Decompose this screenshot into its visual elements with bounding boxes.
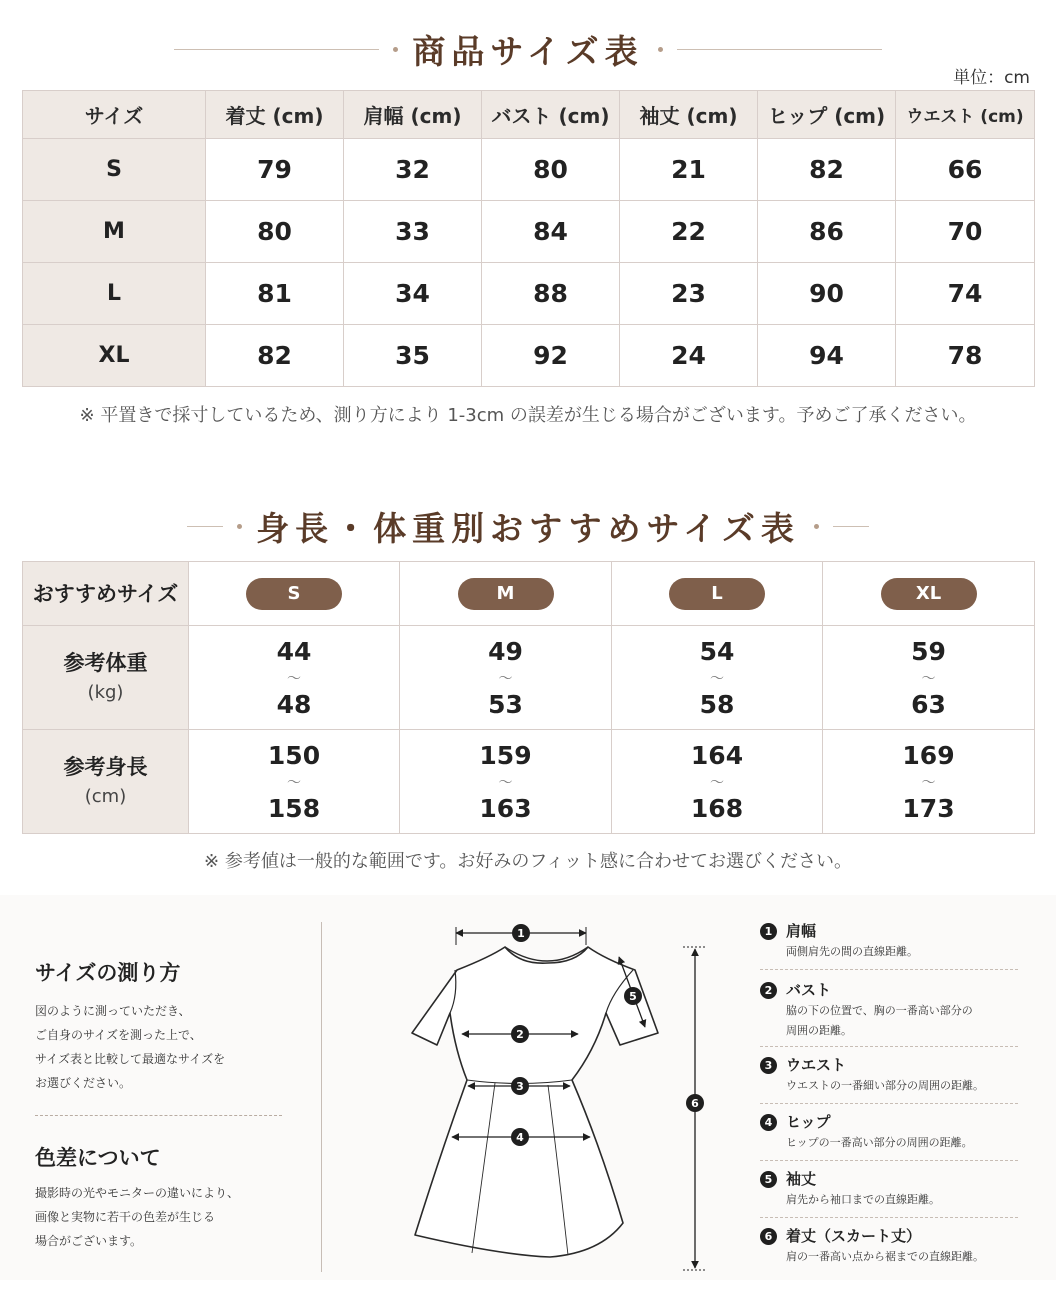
- tilde: ～: [710, 670, 724, 687]
- tilde: ～: [921, 774, 936, 791]
- table-cell: 92: [482, 325, 620, 387]
- marker-2-label: 2: [516, 1028, 524, 1041]
- measure-item-bust: [760, 970, 1018, 1047]
- measure-item-sleeve: [760, 1161, 1018, 1218]
- item-number: 1: [760, 923, 777, 940]
- row-size-label: S: [23, 139, 206, 201]
- weight-range-cell: [400, 626, 612, 730]
- size-chart-title-block: [0, 26, 1056, 73]
- measure-item-length: [760, 1218, 1018, 1275]
- tilde: ～: [287, 774, 301, 791]
- range-max: 173: [902, 793, 955, 823]
- size-table: [22, 90, 1035, 387]
- marker-3-label: 3: [516, 1080, 524, 1093]
- color-difference-text: [35, 1181, 285, 1253]
- recommend-size-label: おすすめサイズ: [23, 562, 189, 626]
- tilde: ～: [921, 670, 936, 687]
- table-cell: 34: [344, 263, 482, 325]
- height-range-cell: [612, 730, 823, 834]
- marker-4-label: 4: [516, 1131, 524, 1144]
- height-range-cell: [189, 730, 400, 834]
- title-rule-right: [833, 526, 869, 527]
- item-desc: ウエストの一番細い部分の周囲の距離。: [786, 1079, 984, 1092]
- tilde: ～: [498, 774, 513, 791]
- measure-guide-section: [0, 895, 1056, 1280]
- title-rule-left: [187, 526, 223, 527]
- table-cell: 32: [344, 139, 482, 201]
- table-cell: 35: [344, 325, 482, 387]
- range-max: 158: [267, 793, 321, 823]
- size-cell-xl: [823, 562, 1035, 626]
- range-min: 44: [276, 636, 312, 666]
- recommend-title: 身長・体重別おすすめサイズ表: [256, 509, 800, 548]
- item-label: 袖丈: [786, 1170, 817, 1188]
- recommend-title-block: [0, 503, 1056, 550]
- item-desc: 肩の一番高い点から裾までの直線距離。: [786, 1250, 984, 1263]
- dress-outline: [412, 947, 658, 1257]
- tilde: ～: [498, 670, 513, 687]
- marker-1-label: 1: [517, 927, 525, 940]
- header-bust: バスト (cm): [482, 91, 620, 139]
- table-cell: 23: [620, 263, 758, 325]
- marker-6-label: 6: [691, 1097, 699, 1110]
- weight-row: [23, 626, 1035, 730]
- table-cell: 81: [206, 263, 344, 325]
- size-cell-s: [189, 562, 400, 626]
- size-cell-m: [400, 562, 612, 626]
- recommend-header-row: [23, 562, 1035, 626]
- text-line: お選びください。: [35, 1076, 132, 1090]
- text-line: 場合がございます。: [35, 1234, 143, 1248]
- item-label: 着丈（スカート丈）: [786, 1227, 922, 1245]
- table-cell: 80: [206, 201, 344, 263]
- tilde: ～: [710, 774, 724, 791]
- item-number: 3: [760, 1057, 777, 1074]
- measure-item-hip: [760, 1104, 1018, 1161]
- table-cell: 82: [206, 325, 344, 387]
- item-label: ヒップ: [786, 1113, 831, 1131]
- measure-item-shoulder: [760, 920, 1018, 970]
- title-dot-left: [237, 524, 242, 529]
- height-label: 参考身長: [63, 754, 148, 779]
- range-min: 169: [902, 740, 955, 770]
- range-min: 164: [690, 740, 744, 770]
- recommend-table: [22, 561, 1035, 834]
- color-difference-title: 色差について: [35, 1146, 161, 1170]
- height-row: [23, 730, 1035, 834]
- item-label: ウエスト: [786, 1056, 847, 1074]
- header-sleeve: 袖丈 (cm): [620, 91, 758, 139]
- range-max: 48: [276, 689, 312, 719]
- range-max: 163: [479, 793, 532, 823]
- table-cell: 90: [758, 263, 896, 325]
- table-cell: 66: [896, 139, 1035, 201]
- text-line: 画像と実物に若干の色差が生じる: [35, 1210, 216, 1224]
- table-cell: 70: [896, 201, 1035, 263]
- title-rule-right: [677, 49, 882, 50]
- item-desc: 周囲の距離。: [786, 1024, 852, 1037]
- measure-item-waist: [760, 1047, 1018, 1104]
- divider: [35, 1115, 282, 1116]
- title-dot-right: [814, 524, 819, 529]
- item-label: バスト: [786, 981, 832, 999]
- row-size-label: L: [23, 263, 206, 325]
- item-number: 2: [760, 982, 777, 999]
- measurement-error-note: ※ 平置きで採寸しているため、測り方により 1-3cm の誤差が生じる場合がございます。予めご了承ください。: [79, 405, 977, 426]
- weight-row-head: [23, 626, 189, 730]
- unit-note: 単位：cm: [953, 68, 1030, 88]
- table-cell: 78: [896, 325, 1035, 387]
- header-length: 着丈 (cm): [206, 91, 344, 139]
- range-min: 54: [699, 636, 735, 666]
- weight-range-cell: [823, 626, 1035, 730]
- size-pill: XL: [881, 578, 977, 610]
- size-chart-title: 商品サイズ表: [412, 32, 644, 71]
- table-cell: 84: [482, 201, 620, 263]
- title-rule-left: [174, 49, 379, 50]
- weight-range-cell: [189, 626, 400, 730]
- row-size-label: M: [23, 201, 206, 263]
- tilde: ～: [287, 670, 301, 687]
- range-max: 63: [911, 689, 946, 719]
- size-pill: M: [458, 578, 554, 610]
- range-max: 58: [699, 689, 735, 719]
- text-line: ご自身のサイズを測った上で、: [35, 1028, 202, 1042]
- text-line: 撮影時の光やモニターの違いにより、: [35, 1186, 240, 1200]
- weight-range-cell: [612, 626, 823, 730]
- size-pill: S: [246, 578, 342, 610]
- text-line: サイズ表と比較して最適なサイズを: [35, 1052, 226, 1066]
- range-max: 53: [488, 689, 523, 719]
- vertical-divider: [321, 922, 322, 1272]
- height-unit: (cm): [84, 785, 127, 807]
- item-label: 肩幅: [786, 922, 817, 940]
- table-cell: 86: [758, 201, 896, 263]
- measurement-list: [760, 920, 1018, 1275]
- table-cell: 94: [758, 325, 896, 387]
- height-range-cell: [823, 730, 1035, 834]
- how-to-measure-text: [35, 999, 285, 1095]
- dress-diagram: [400, 915, 730, 1280]
- item-desc: 脇の下の位置で、胸の一番高い部分の: [786, 1004, 973, 1017]
- marker-5-label: 5: [629, 990, 637, 1003]
- header-hip: ヒップ (cm): [758, 91, 896, 139]
- table-cell: 22: [620, 201, 758, 263]
- table-row: [23, 201, 1035, 263]
- title-dot-right: [658, 47, 663, 52]
- table-cell: 88: [482, 263, 620, 325]
- item-number: 6: [760, 1228, 777, 1245]
- range-max: 168: [690, 793, 744, 823]
- weight-unit: (kg): [87, 681, 124, 703]
- title-dot-left: [393, 47, 398, 52]
- row-size-label: XL: [23, 325, 206, 387]
- size-pill: L: [669, 578, 765, 610]
- size-table-header-row: [23, 91, 1035, 139]
- table-cell: 74: [896, 263, 1035, 325]
- item-number: 5: [760, 1171, 777, 1188]
- range-min: 159: [479, 740, 532, 770]
- how-to-measure-title: サイズの測り方: [35, 961, 181, 985]
- range-min: 59: [911, 636, 946, 666]
- table-cell: 24: [620, 325, 758, 387]
- text-line: 図のように測っていただき、: [35, 1004, 191, 1018]
- reference-note: ※ 参考値は一般的な範囲です。お好みのフィット感に合わせてお選びください。: [204, 851, 852, 872]
- header-shoulder: 肩幅 (cm): [344, 91, 482, 139]
- header-size: サイズ: [23, 91, 206, 139]
- size-cell-l: [612, 562, 823, 626]
- table-cell: 21: [620, 139, 758, 201]
- item-desc: ヒップの一番高い部分の周囲の距離。: [786, 1136, 973, 1149]
- table-cell: 79: [206, 139, 344, 201]
- table-cell: 80: [482, 139, 620, 201]
- table-cell: 33: [344, 201, 482, 263]
- height-range-cell: [400, 730, 612, 834]
- table-cell: 82: [758, 139, 896, 201]
- item-number: 4: [760, 1114, 777, 1131]
- height-row-head: [23, 730, 189, 834]
- item-desc: 両側肩先の間の直線距離。: [786, 945, 918, 958]
- weight-label: 参考体重: [63, 650, 148, 675]
- range-min: 49: [488, 636, 523, 666]
- table-row: [23, 325, 1035, 387]
- table-row: [23, 139, 1035, 201]
- header-waist: ウエスト (cm): [896, 91, 1035, 139]
- table-row: [23, 263, 1035, 325]
- range-min: 150: [267, 740, 321, 770]
- item-desc: 肩先から袖口までの直線距離。: [786, 1193, 940, 1206]
